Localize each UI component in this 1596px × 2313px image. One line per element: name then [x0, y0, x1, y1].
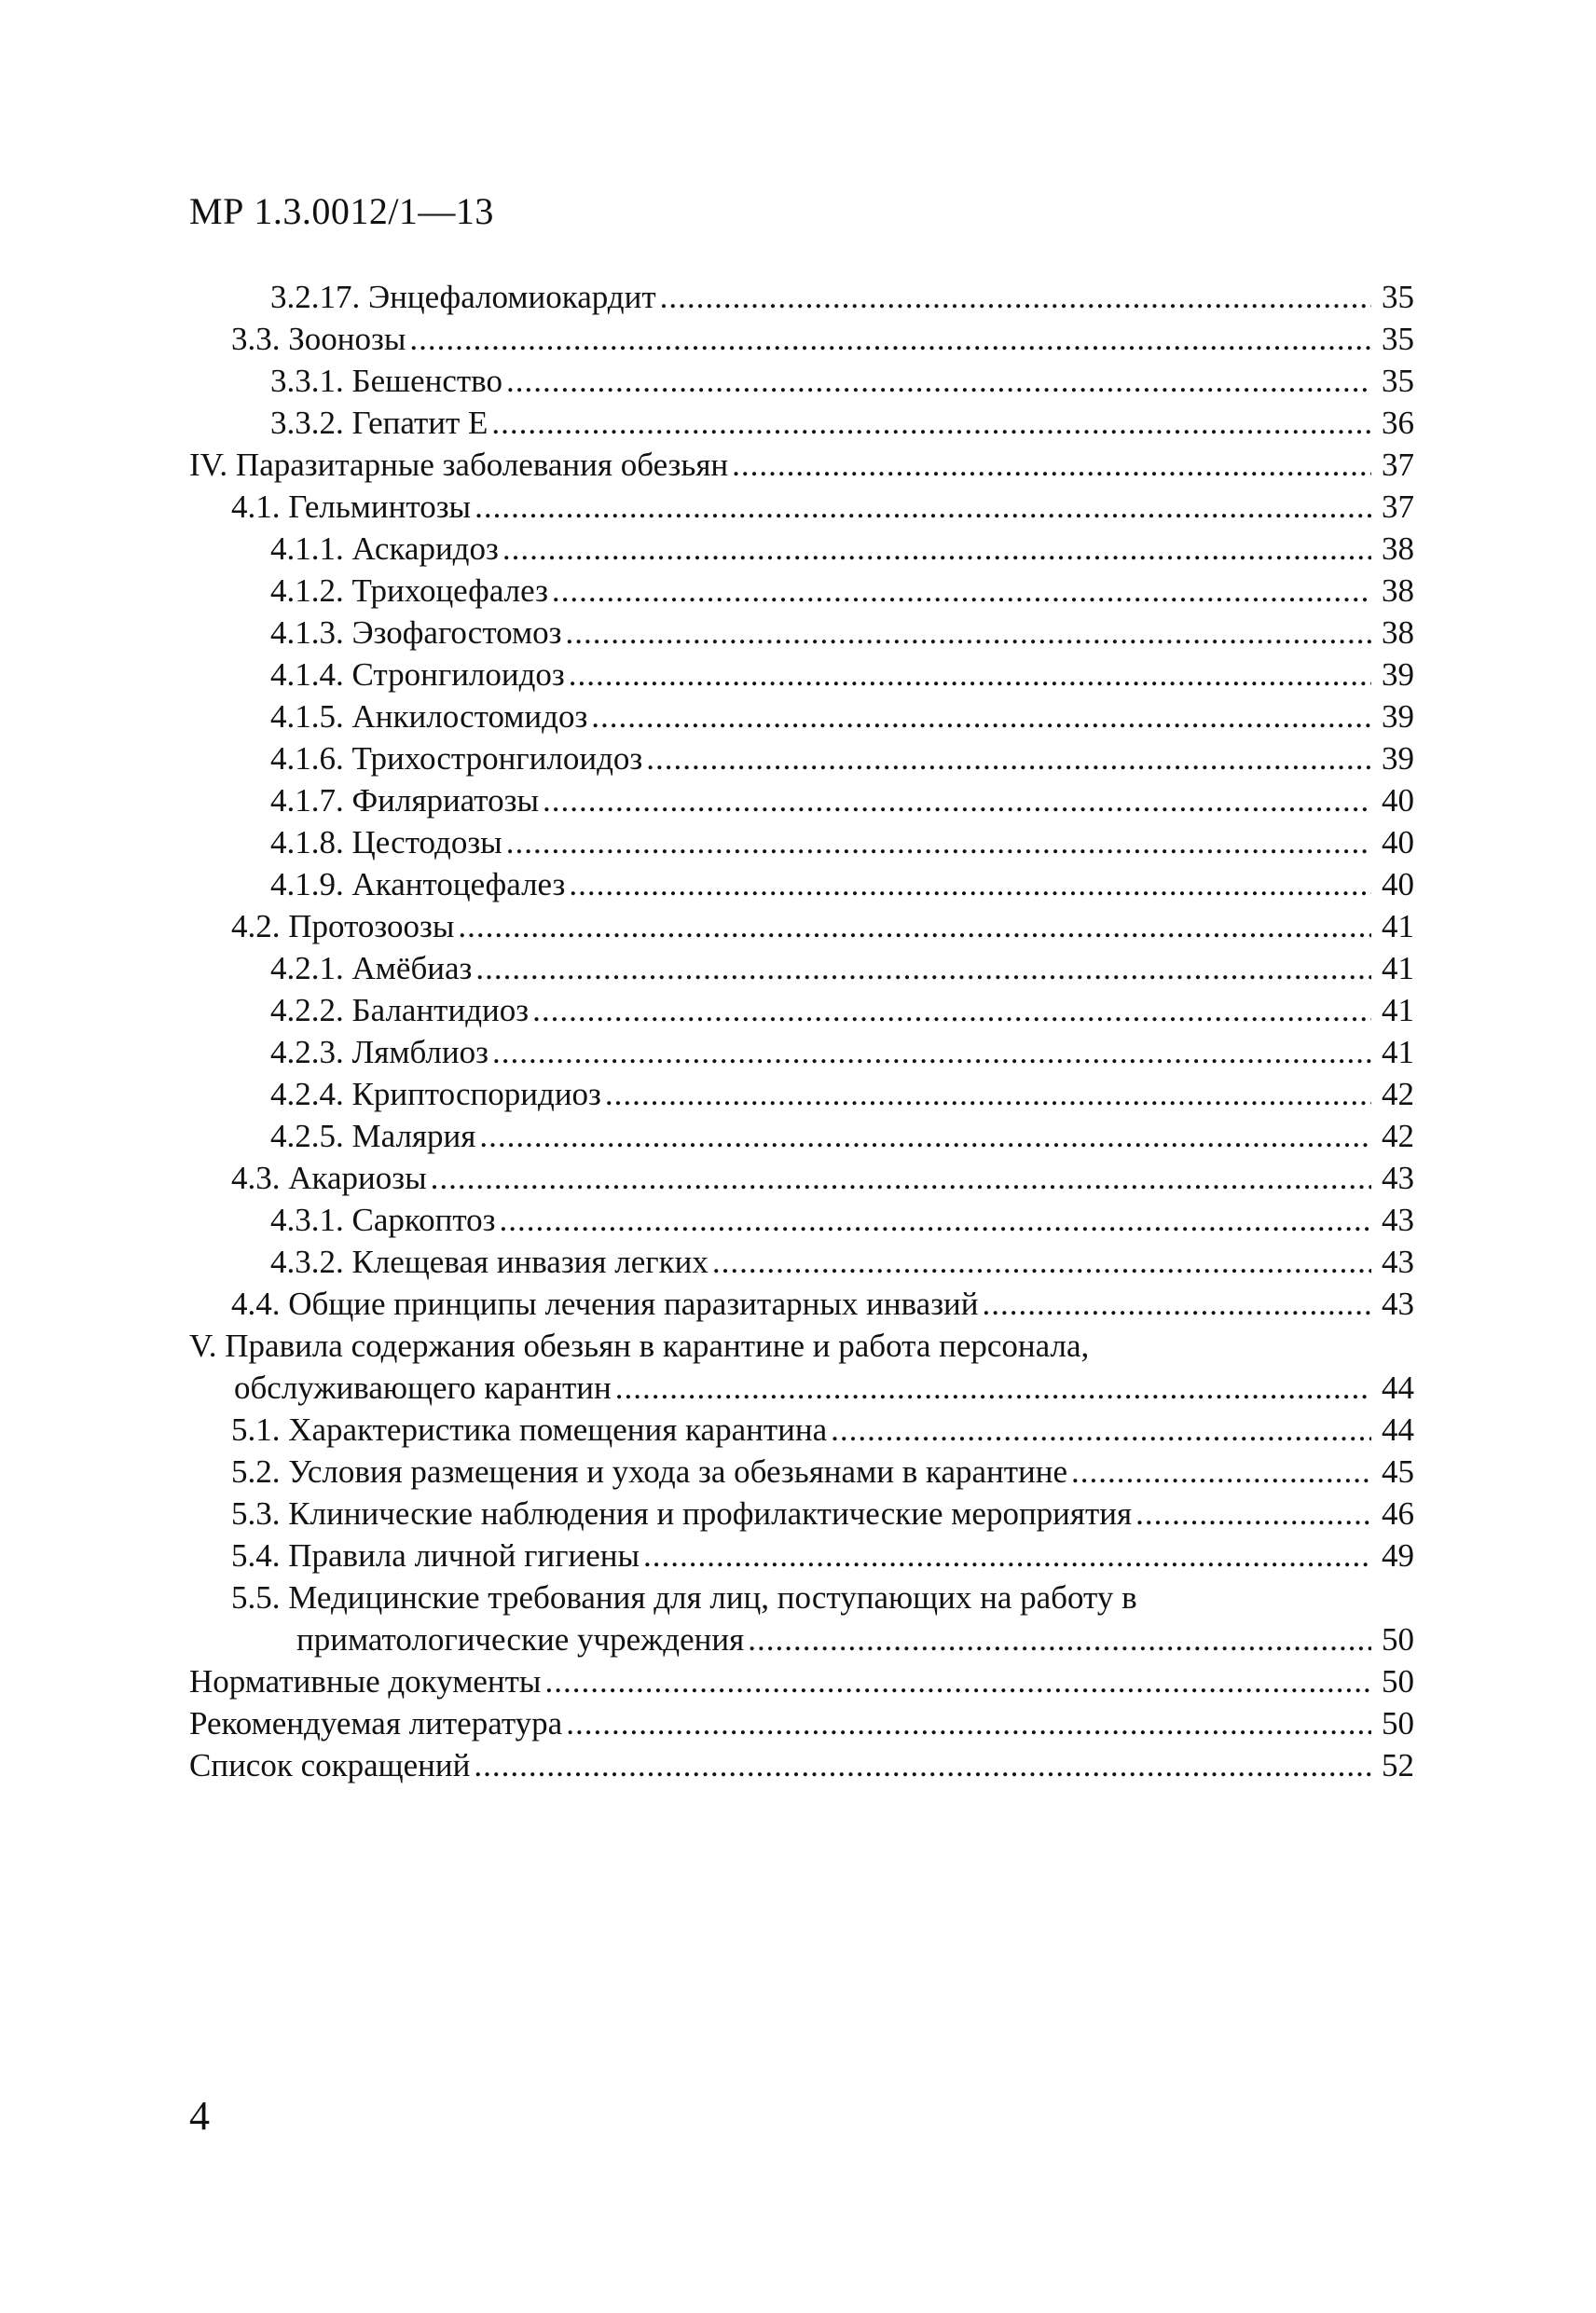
toc-entry-page: 44	[1382, 1411, 1414, 1448]
toc-entry-page: 41	[1382, 908, 1414, 944]
toc-entry-title: 5.4. Правила личной гигиены	[231, 1537, 640, 1574]
toc-dot-leader	[748, 1618, 1371, 1660]
toc-entry	[189, 779, 1414, 821]
toc-dot-leader	[660, 276, 1371, 318]
toc-dot-leader	[569, 654, 1371, 695]
toc-entry	[189, 444, 1414, 486]
toc-entry	[189, 1325, 1414, 1367]
toc-dot-leader	[491, 402, 1371, 444]
toc-entry-title: 3.2.17. Энцефаломиокардит	[270, 279, 656, 315]
toc-entry-page: 50	[1382, 1621, 1414, 1658]
toc-entry-title: 3.3.1. Бешенство	[270, 363, 502, 399]
toc-entry-title: 4.3.2. Клещевая инвазия легких	[270, 1244, 709, 1280]
table-of-contents	[189, 276, 1414, 1786]
toc-dot-leader	[532, 989, 1371, 1031]
toc-entry-page: 37	[1382, 447, 1414, 483]
toc-entry-page: 41	[1382, 992, 1414, 1028]
toc-dot-leader	[543, 779, 1371, 821]
toc-entry-title: 4.1.9. Акантоцефалез	[270, 866, 566, 902]
toc-entry	[189, 318, 1414, 360]
toc-entry-page: 40	[1382, 866, 1414, 902]
toc-entry-title: 4.4. Общие принципы лечения паразитарных инвазий	[231, 1286, 979, 1322]
toc-entry	[189, 1660, 1414, 1702]
toc-entry-title: 4.2.5. Малярия	[270, 1118, 476, 1154]
toc-dot-leader	[506, 821, 1371, 863]
toc-entry	[189, 1031, 1414, 1073]
toc-entry	[189, 654, 1414, 695]
toc-entry	[189, 1073, 1414, 1115]
toc-entry	[189, 1744, 1414, 1786]
toc-entry	[189, 1702, 1414, 1744]
toc-entry-page: 42	[1382, 1118, 1414, 1154]
toc-entry	[189, 276, 1414, 318]
toc-entry-page: 38	[1382, 530, 1414, 567]
toc-entry-page: 40	[1382, 824, 1414, 860]
toc-entry-title: 4.2.2. Балантидиоз	[270, 992, 530, 1028]
toc-dot-leader	[712, 1241, 1371, 1283]
toc-entry-page: 35	[1382, 279, 1414, 315]
toc-entry	[189, 402, 1414, 444]
toc-dot-leader	[732, 444, 1371, 486]
toc-entry-title: IV. Паразитарные заболевания обезьян	[189, 447, 729, 483]
toc-entry-page: 50	[1382, 1705, 1414, 1742]
toc-entry	[189, 528, 1414, 570]
toc-entry-page: 40	[1382, 782, 1414, 819]
toc-entry-page: 38	[1382, 572, 1414, 609]
toc-entry	[189, 1241, 1414, 1283]
toc-entry-page: 49	[1382, 1537, 1414, 1574]
toc-entry-title: 5.5. Медицинские требования для лиц, поступающих на работу в	[231, 1579, 1137, 1616]
toc-entry	[189, 1535, 1414, 1576]
toc-entry-title: V. Правила содержания обезьян в карантине и работа персонала,	[189, 1328, 1090, 1364]
toc-entry-title: 4.2.4. Криптоспоридиоз	[270, 1076, 601, 1112]
toc-entry	[189, 1367, 1414, 1409]
toc-dot-leader	[1135, 1493, 1371, 1535]
toc-dot-leader	[475, 947, 1371, 989]
toc-entry-title: 4.3.1. Саркоптоз	[270, 1202, 496, 1238]
toc-entry-title: 4.1.5. Анкилостомидоз	[270, 698, 588, 735]
toc-entry-page: 43	[1382, 1202, 1414, 1238]
toc-entry-title: 4.1.8. Цестодозы	[270, 824, 502, 860]
toc-dot-leader	[475, 486, 1371, 528]
toc-entry-title: 5.2. Условия размещения и ухода за обезьянами в карантине	[231, 1453, 1068, 1490]
toc-entry	[189, 1618, 1414, 1660]
toc-entry	[189, 570, 1414, 612]
toc-entry-title: 4.1. Гельминтозы	[231, 489, 472, 525]
toc-entry-title: Список сокращений	[189, 1747, 471, 1783]
toc-entry-page: 50	[1382, 1663, 1414, 1700]
toc-entry-page: 37	[1382, 489, 1414, 525]
toc-dot-leader	[982, 1283, 1371, 1325]
toc-dot-leader	[565, 612, 1371, 654]
toc-entry	[189, 1493, 1414, 1535]
toc-entry-title: 4.2. Протозоозы	[231, 908, 455, 944]
toc-dot-leader	[605, 1073, 1371, 1115]
toc-entry-title: 4.1.1. Аскаридоз	[270, 530, 499, 567]
toc-entry	[189, 1409, 1414, 1451]
toc-entry-title: 3.3. Зоонозы	[231, 321, 406, 357]
toc-entry-title: 4.3. Акариозы	[231, 1160, 427, 1196]
toc-entry-page: 41	[1382, 1034, 1414, 1070]
toc-dot-leader	[615, 1367, 1371, 1409]
toc-entry	[189, 486, 1414, 528]
toc-dot-leader	[409, 318, 1371, 360]
toc-entry-title: 4.2.1. Амёбиаз	[270, 950, 473, 986]
toc-entry	[189, 989, 1414, 1031]
toc-entry-page: 38	[1382, 614, 1414, 651]
toc-dot-leader	[506, 360, 1371, 402]
toc-dot-leader	[591, 695, 1371, 737]
toc-entry-page: 39	[1382, 656, 1414, 693]
toc-entry	[189, 1199, 1414, 1241]
toc-entry-page: 43	[1382, 1244, 1414, 1280]
toc-entry-page: 35	[1382, 321, 1414, 357]
toc-dot-leader	[1071, 1451, 1371, 1493]
toc-dot-leader	[566, 1702, 1371, 1744]
toc-dot-leader	[492, 1031, 1371, 1073]
toc-dot-leader	[479, 1115, 1371, 1157]
toc-entry	[189, 947, 1414, 989]
toc-entry-page: 36	[1382, 405, 1414, 441]
toc-entry-title: 5.3. Клинические наблюдения и профилактические мероприятия	[231, 1495, 1133, 1532]
toc-entry	[189, 863, 1414, 905]
toc-dot-leader	[831, 1409, 1371, 1451]
toc-dot-leader	[431, 1157, 1371, 1199]
toc-entry-title: Нормативные документы	[189, 1663, 542, 1700]
toc-entry-title: обслуживающего карантин	[234, 1370, 612, 1406]
toc-entry	[189, 737, 1414, 779]
toc-dot-leader	[474, 1744, 1371, 1786]
toc-dot-leader	[643, 1535, 1371, 1576]
toc-entry	[189, 1115, 1414, 1157]
toc-entry	[189, 612, 1414, 654]
toc-entry-page: 46	[1382, 1495, 1414, 1532]
toc-entry-title: 4.1.3. Эзофагостомоз	[270, 614, 562, 651]
toc-entry-title: 4.1.2. Трихоцефалез	[270, 572, 548, 609]
toc-entry-title: Рекомендуемая литература	[189, 1705, 563, 1742]
toc-dot-leader	[544, 1660, 1371, 1702]
toc-entry-title: 5.1. Характеристика помещения карантина	[231, 1411, 828, 1448]
toc-dot-leader	[458, 905, 1371, 947]
toc-entry-title: приматологические учреждения	[296, 1621, 745, 1658]
toc-entry-page: 39	[1382, 698, 1414, 735]
toc-entry-page: 35	[1382, 363, 1414, 399]
toc-entry-page: 45	[1382, 1453, 1414, 1490]
toc-entry-page: 52	[1382, 1747, 1414, 1783]
toc-entry-page: 43	[1382, 1160, 1414, 1196]
toc-entry-page: 43	[1382, 1286, 1414, 1322]
toc-entry	[189, 1451, 1414, 1493]
toc-entry-page: 39	[1382, 740, 1414, 777]
toc-entry-page: 41	[1382, 950, 1414, 986]
toc-entry-title: 4.2.3. Лямблиоз	[270, 1034, 488, 1070]
toc-dot-leader	[569, 863, 1371, 905]
toc-entry-page: 44	[1382, 1370, 1414, 1406]
toc-entry-title: 4.1.6. Трихостронгилоидоз	[270, 740, 643, 777]
toc-entry	[189, 821, 1414, 863]
document-code-header: МР 1.3.0012/1—13	[189, 190, 494, 232]
toc-entry	[189, 1576, 1414, 1618]
toc-dot-leader	[646, 737, 1371, 779]
toc-entry-page: 42	[1382, 1076, 1414, 1112]
toc-entry	[189, 1283, 1414, 1325]
toc-entry	[189, 905, 1414, 947]
toc-dot-leader	[502, 528, 1371, 570]
toc-entry	[189, 1157, 1414, 1199]
toc-entry-title: 4.1.4. Стронгилоидоз	[270, 656, 565, 693]
toc-entry-title: 4.1.7. Филяриатозы	[270, 782, 539, 819]
toc-entry	[189, 695, 1414, 737]
toc-entry	[189, 360, 1414, 402]
toc-entry-title: 3.3.2. Гепатит Е	[270, 405, 488, 441]
toc-dot-leader	[552, 570, 1371, 612]
toc-dot-leader	[500, 1199, 1372, 1241]
page-number: 4	[189, 2093, 210, 2139]
